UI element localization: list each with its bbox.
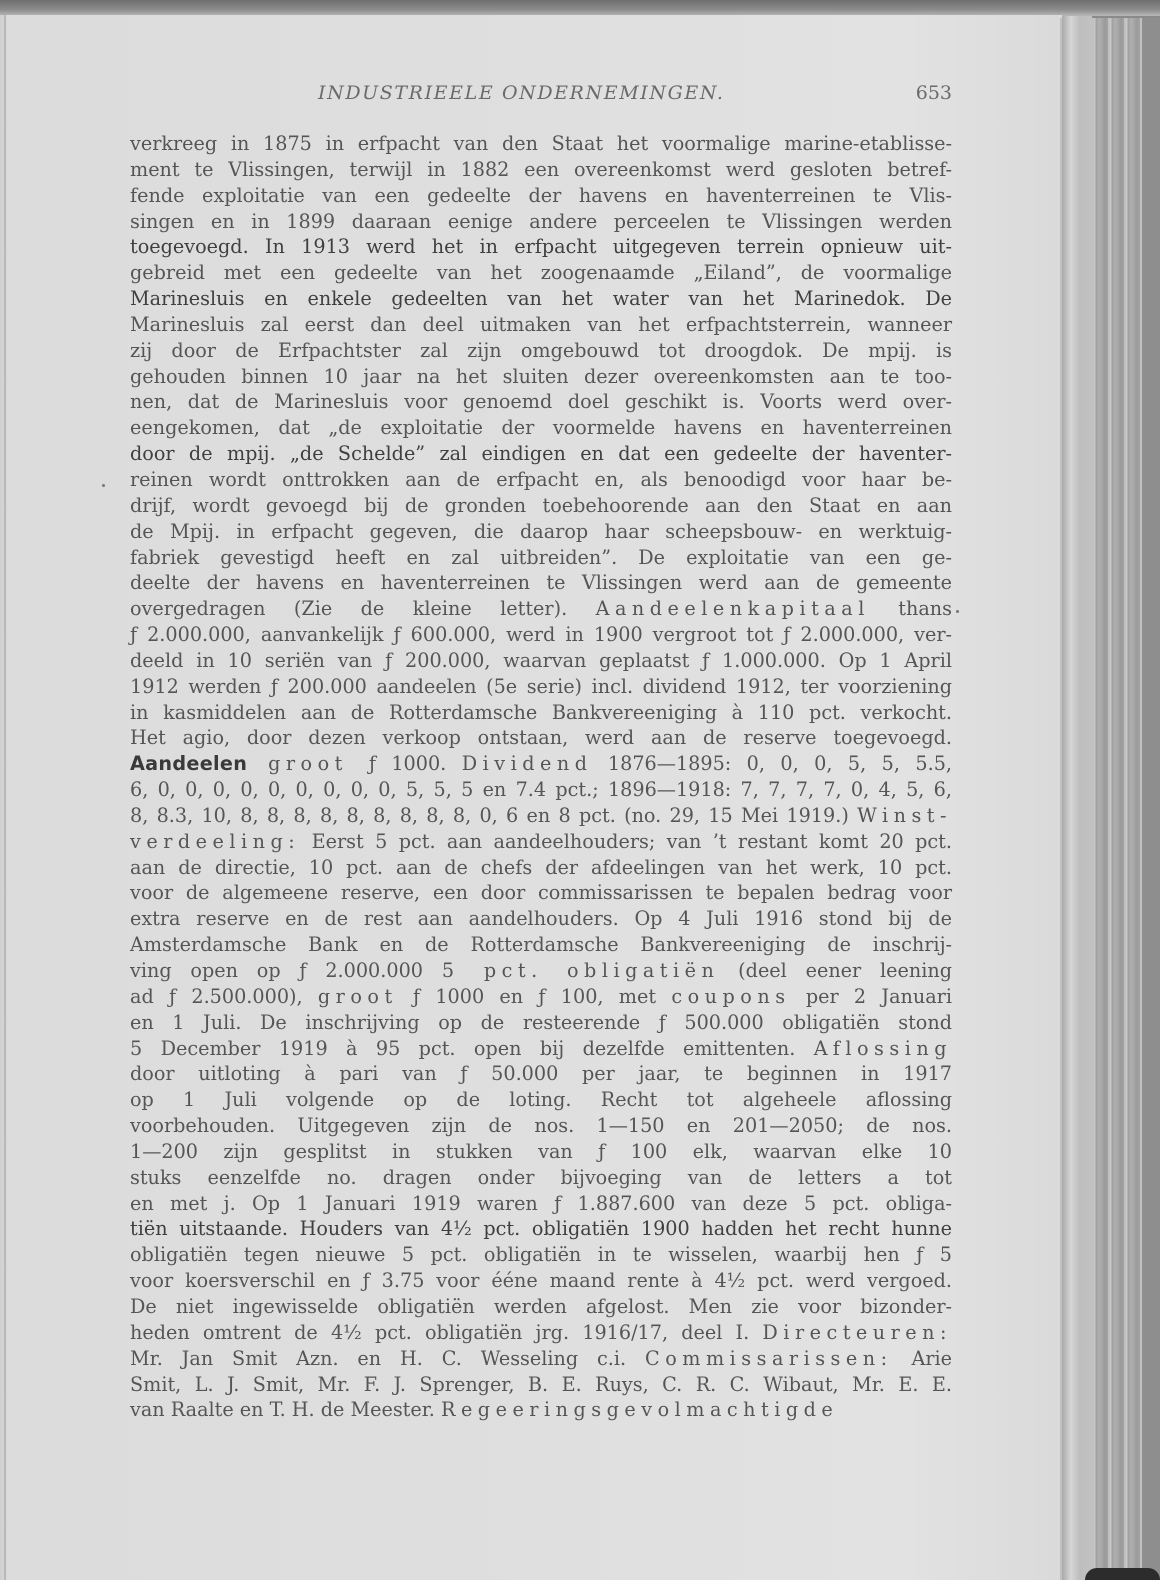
text-line: verkreeg in 1875 in erfpacht van den Staat het voormalige marine-etablisse- (130, 132, 952, 155)
section-label-aflossing: Aflossing (813, 1036, 952, 1060)
text-line: nen, dat de Marinesluis voor genoemd doel geschikt is. Voorts werd over- (130, 390, 952, 414)
text-segment: 8, 8.3, 10, 8, 8, 8, 8, 8, 8, 8, 8, 8, 0, 6 en 8 pct. (no. 29, 15 Mei 1919.) (130, 803, 858, 827)
text-line: fabriek gevestigd heeft en zal uitbreiden”. De exploitatie van een ge- (130, 545, 952, 569)
text-line: drijf, wordt gevoegd bij de gronden toebehoorende aan den Staat en aan (130, 493, 952, 517)
text-segment: ƒ 1000. (368, 752, 462, 776)
text-line: Smit, L. J. Smit, Mr. F. J. Sprenger, B. E. Ruys, C. R. C. Wibaut, Mr. E. E. (130, 1372, 952, 1396)
text-line: en 1 Juli. De inschrijving op de resteerende ƒ 500.000 obligatiën stond (130, 1010, 952, 1034)
text-line: Marinesluis zal eerst dan deel uitmaken van het erfpachtsterrein, wanneer (130, 312, 952, 336)
text-line (130, 984, 952, 1010)
book-top-edge (0, 0, 1160, 16)
text-segment: groot (247, 752, 369, 776)
text-line: gehouden binnen 10 jaar na het sluiten dezer overeenkomsten aan te too- (130, 364, 952, 388)
text-segment: Mr. Jan Smit Azn. en H. C. Wesseling c.i. (130, 1346, 646, 1370)
text-line: Marinesluis en enkele gedeelten van het water van het Marinedok. De (130, 287, 952, 311)
book-page-edges-lip (1062, 16, 1092, 1580)
text-segment: thans (869, 597, 953, 621)
text-line: eengekomen, dat „de exploitatie der voormelde havens en haventerreinen (130, 416, 952, 440)
body-text (130, 131, 952, 1423)
section-heading-aandeelen: Aandeelen (130, 752, 248, 776)
text-line (130, 829, 952, 855)
text-line: zij door de Erfpachtster zal zijn omgebouwd tot droogdok. De mpij. is (130, 338, 952, 362)
text-line: aan de directie, 10 pct. aan de chefs der afdeelingen van het werk, 10 pct. (130, 855, 952, 879)
text-line: singen en in 1899 daaraan eenige andere perceelen te Vlissingen werden (130, 209, 952, 233)
text-line: en met j. Op 1 Januari 1919 waren ƒ 1.887.600 van deze 5 pct. obliga- (130, 1191, 952, 1215)
text-line: voorbehouden. Uitgegeven zijn de nos. 1—150 en 201—2050; de nos. (130, 1114, 952, 1138)
text-line (130, 803, 952, 829)
text-segment: ving open op ƒ 2.000.000 (130, 959, 442, 982)
running-head (130, 82, 952, 112)
text-line: door de mpij. „de Schelde” zal eindigen en dat een gedeelte der haventer- (130, 442, 952, 466)
text-line (130, 1346, 952, 1372)
text-line: de Mpij. in erfpacht gegeven, die daarop haar scheepsbouw- en werktuig- (130, 519, 952, 543)
text-line: voor koersverschil en ƒ 3.75 voor ééne maand rente à 4½ pct. werd vergoed. (130, 1269, 952, 1293)
text-line: gebreid met een gedeelte van het zoogenaamde „Eiland”, de voormalige (130, 261, 952, 285)
text-line: De niet ingewisselde obligatiën werden afgelost. Men zie voor bizonder- (130, 1294, 952, 1318)
text-line: fende exploitatie van een gedeelte der havens en haventerreinen te Vlis- (130, 183, 952, 207)
text-segment: 5 December 1919 à 95 pct. open bij dezelfde emittenten. (130, 1036, 814, 1060)
margin-mark (956, 610, 959, 613)
text-segment: (deel eener leening (719, 959, 952, 982)
text-line: op 1 Juli volgende op de loting. Recht tot algeheele aflossing (130, 1088, 952, 1112)
text-line (130, 958, 952, 984)
text-segment: ad ƒ 2.500.000), (130, 984, 318, 1008)
text-line: in kasmiddelen aan de Rotterdamsche Bankvereeniging à 110 pct. verkocht. (130, 700, 952, 724)
text-segment: 1876—1895: 0, 0, 0, 5, 5, 5.5, (592, 752, 953, 776)
text-line (130, 1397, 952, 1423)
text-segment: per 2 Januari (790, 984, 952, 1008)
margin-mark (102, 484, 105, 487)
text-segment: van Raalte en T. H. de Meester. (130, 1398, 441, 1422)
text-line: reinen wordt onttrokken aan de erfpacht en, als benoodigd voor haar be- (130, 467, 952, 491)
text-line (130, 1320, 952, 1346)
section-label-dividend: Dividend (461, 752, 593, 776)
text-segment: Arie (892, 1346, 952, 1370)
text-line (130, 1036, 952, 1062)
text-segment: overgedragen (Zie de kleine letter). (130, 597, 596, 621)
text-line: obligatiën tegen nieuwe 5 pct. obligatiën in te wisselen, waarbij hen ƒ 5 (130, 1243, 952, 1267)
running-head-title: INDUSTRIEELE ONDERNEMINGEN. (318, 82, 725, 104)
section-label-winstverdeeling: verdeeling: (130, 829, 301, 853)
text-line: 1—200 zijn gesplitst in stukken van ƒ 100 elk, waarvan elke 10 (130, 1139, 952, 1163)
section-label-aandeelenkapitaal: Aandeelenkapitaal (595, 597, 870, 621)
text-segment: heden omtrent de 4½ pct. obligatiën jrg. 1916/17, deel I. (130, 1320, 763, 1344)
text-line: deelte der havens en haventerreinen te Vlissingen werd aan de gemeente (130, 571, 952, 595)
section-label-obligatien: 5 pct. obligatiën (441, 959, 720, 982)
text-line (130, 596, 952, 622)
page-number: 653 (915, 82, 952, 104)
text-line: tiën uitstaande. Houders van 4½ pct. obligatiën 1900 hadden het recht hunne (130, 1217, 952, 1241)
section-label-commissarissen: Commissarissen: (645, 1346, 893, 1370)
section-label-regeeringsgevolmachtigde: Regeeringsgevolmachtigde (441, 1398, 839, 1422)
text-line: 6, 0, 0, 0, 0, 0, 0, 0, 0, 0, 5, 5, 5 en 7.4 pct.; 1896—1918: 7, 7, 7, 7, 0, 4, 5, 6, (130, 778, 952, 802)
text-line: ment te Vlissingen, terwijl in 1882 een overeenkomst werd gesloten betref- (130, 157, 952, 181)
text-line: Het agio, door dezen verkoop ontstaan, werd aan de reserve toegevoegd. (130, 726, 952, 750)
text-segment: ƒ 1000 en ƒ 100, met (397, 984, 672, 1008)
text-line: toegevoegd. In 1913 werd het in erfpacht uitgegeven terrein opnieuw uit- (130, 235, 952, 259)
text-line: stuks eenzelfde no. dragen onder bijvoeging van de letters a tot (130, 1165, 952, 1189)
section-label-winstverdeeling: Winst- (857, 803, 952, 827)
text-line: voor de algemeene reserve, een door commissarissen te bepalen bedrag voor (130, 881, 952, 905)
text-line: extra reserve en de rest aan aandelhouders. Op 4 Juli 1916 stond bij de (130, 907, 952, 931)
text-line: deeld in 10 seriën van ƒ 200.000, waarvan geplaatst ƒ 1.000.000. Op 1 April (130, 648, 952, 672)
text-line (130, 751, 952, 777)
text-line: door uitloting à pari van ƒ 50.000 per jaar, te beginnen in 1917 (130, 1062, 952, 1086)
book-spine-bottom (1085, 1568, 1160, 1580)
text-line: Amsterdamsche Bank en de Rotterdamsche Bankvereeniging de inschrij- (130, 933, 952, 957)
text-line: 1912 werden ƒ 200.000 aandeelen (5e serie) incl. dividend 1912, ter voorziening (130, 674, 952, 698)
text-segment: Eerst 5 pct. aan aandeelhouders; van ’t restant komt 20 pct. (300, 829, 952, 853)
section-label-coupons: coupons (671, 984, 791, 1008)
text-line: ƒ 2.000.000, aanvankelijk ƒ 600.000, werd in 1900 vergroot tot ƒ 2.000.000, ver- (130, 623, 952, 647)
page-gutter (4, 15, 6, 1580)
book-cover-shade (1142, 18, 1160, 1580)
section-label-directeuren: Directeuren: (762, 1320, 952, 1344)
section-label-groot: groot (317, 984, 398, 1008)
